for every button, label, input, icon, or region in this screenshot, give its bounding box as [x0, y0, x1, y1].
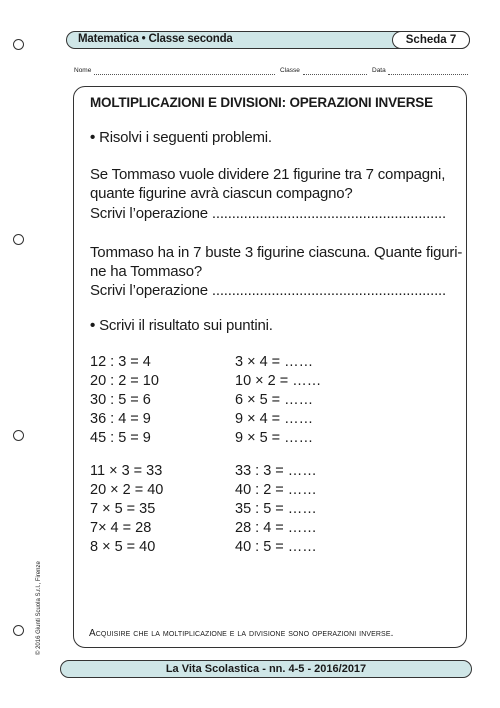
classe-label: Classe: [280, 67, 300, 74]
op-g1-left-1: 12 : 3 = 4: [90, 354, 151, 370]
header-bar: [66, 31, 470, 49]
binder-hole-1: [13, 39, 24, 50]
op-g1-right-5[interactable]: 9 × 5 = ……: [235, 430, 314, 446]
op-g2-left-3: 7 × 5 = 35: [90, 501, 156, 517]
op-g1-left-4: 36 : 4 = 9: [90, 411, 151, 427]
data-field[interactable]: [388, 74, 468, 75]
header-title: Matematica • Classe seconda: [78, 33, 233, 45]
op-g2-right-2[interactable]: 40 : 2 = ……: [235, 482, 317, 498]
op-g1-right-3[interactable]: 6 × 5 = ……: [235, 392, 314, 408]
nome-label: Nome: [74, 67, 92, 74]
op-g1-right-2[interactable]: 10 × 2 = ……: [235, 373, 322, 389]
problem1-answer-line[interactable]: Scrivi l’operazione ...........................................................: [90, 205, 446, 222]
op-g2-left-2: 20 × 2 = 40: [90, 482, 164, 498]
learning-objective: Acquisire che la moltiplicazione e la divisione sono operazioni inverse.: [89, 628, 394, 639]
classe-field[interactable]: [303, 74, 367, 75]
worksheet-title: MOLTIPLICAZIONI E DIVISIONI: OPERAZIONI INVERSE: [90, 95, 433, 110]
op-g2-right-1[interactable]: 33 : 3 = ……: [235, 463, 317, 479]
copyright-note: © 2016 Giunti Scuola S.r.l., Firenze: [36, 561, 42, 655]
op-g2-right-5[interactable]: 40 : 5 = ……: [235, 539, 317, 555]
binder-hole-2: [13, 234, 24, 245]
op-g2-right-4[interactable]: 28 : 4 = ……: [235, 520, 317, 536]
footer-bar: La Vita Scolastica - nn. 4-5 - 2016/2017: [60, 660, 472, 678]
problem2-line1: Tommaso ha in 7 buste 3 figurine ciascuna. Quante figuri-: [90, 244, 463, 261]
op-g2-left-1: 11 × 3 = 33: [90, 463, 163, 479]
bullet-icon: •: [90, 129, 96, 146]
op-g1-left-3: 30 : 5 = 6: [90, 392, 151, 408]
op-g1-left-2: 20 : 2 = 10: [90, 373, 159, 389]
nome-field[interactable]: [94, 74, 275, 75]
op-g2-right-3[interactable]: 35 : 5 = ……: [235, 501, 317, 517]
instruction-problems: • Risolvi i seguenti problemi.: [90, 129, 272, 146]
op-g1-right-1[interactable]: 3 × 4 = ……: [235, 354, 314, 370]
op-g1-left-5: 45 : 5 = 9: [90, 430, 151, 446]
binder-hole-4: [13, 625, 24, 636]
binder-hole-3: [13, 430, 24, 441]
op-g1-right-4[interactable]: 9 × 4 = ……: [235, 411, 314, 427]
name-class-date-row: [70, 67, 470, 77]
instruction-results: • Scrivi il risultato sui puntini.: [90, 317, 273, 334]
problem1-line1: Se Tommaso vuole dividere 21 figurine tra 7 compagni,: [90, 166, 446, 183]
bullet-icon: •: [90, 317, 96, 334]
problem1-line2: quante figurine avrà ciascun compagno?: [90, 185, 353, 202]
op-g2-left-5: 8 × 5 = 40: [90, 539, 156, 555]
data-label: Data: [372, 67, 386, 74]
problem2-line2: ne ha Tommaso?: [90, 263, 202, 280]
problem2-answer-line[interactable]: Scrivi l’operazione ...........................................................: [90, 282, 446, 299]
scheda-label: Scheda 7: [392, 31, 470, 49]
op-g2-left-4: 7× 4 = 28: [90, 520, 152, 536]
worksheet-card: [73, 86, 467, 648]
